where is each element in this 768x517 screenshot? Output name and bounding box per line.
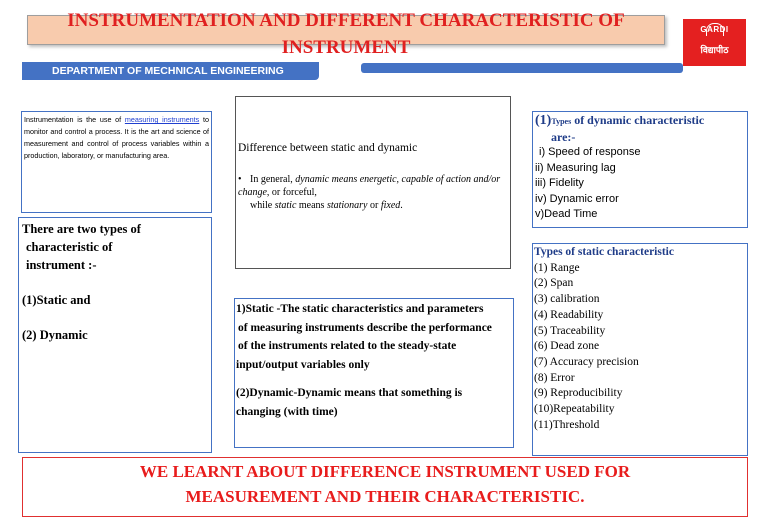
dynamic-title: (1)Types of dynamic characteristic [535,113,705,128]
department-banner: DEPARTMENT OF MECHNICAL ENGINEERING [22,62,319,80]
dynamic-title-line-2: are:- [551,129,576,144]
list-item: (3) calibration [534,293,600,306]
list-item: (6) Dead zone [534,340,600,353]
list-item: v)Dead Time [535,208,598,220]
static-characteristic-panel [532,243,748,456]
title-line-2: INSTRUMENT [281,37,411,58]
static-title: Types of static characteristic [534,246,674,258]
static-dynamic-explanation [234,298,514,448]
list-item: (10)Repeatability [534,403,615,416]
difference-panel [235,96,511,269]
definition-text-end: to monitor and control a process. It is the art and science of measurement and control of process variables within a production, laboratory, or manufacturing area. [24,115,209,160]
types-line-1: There are two types of [22,222,141,236]
university-logo [683,19,746,66]
conclusion-box [22,457,748,517]
list-item: iv) Dynamic error [535,192,619,205]
logo-top-text: GARDI [700,25,729,34]
list-item: (8) Error [534,371,575,384]
bullet-icon: • [238,174,242,185]
types-item-dynamic: (2) Dynamic [22,328,88,342]
difference-heading: Difference between static and dynamic [238,142,418,154]
types-item-static: (1)Static and [22,293,91,307]
types-line-3: instrument :- [26,258,97,272]
list-item: (1) Range [534,261,580,274]
instrumentation-definition [21,111,212,213]
types-of-characteristic-panel [18,217,212,453]
list-item: (11)Threshold [534,418,600,431]
definition-text-start: Instrumentation is the use of [24,115,125,124]
list-item: (4) Readability [534,308,604,321]
static-line-3: of the instruments related to the steady-state [238,340,457,352]
dynamic-line-2: changing (with time) [236,405,338,418]
list-item: i) Speed of response [539,146,641,158]
list-item: iii) Fidelity [535,177,584,189]
dynamic-line-1: (2)Dynamic-Dynamic means that something is [236,387,463,399]
list-item: ii) Measuring lag [535,161,616,174]
list-item: (2) Span [534,277,574,290]
dynamic-characteristic-panel [532,111,748,228]
title-line-1: INSTRUMENTATION AND DIFFERENT CHARACTERISTIC OF [67,10,625,31]
list-item: (7) Accuracy precision [534,355,639,368]
conclusion-line-1: WE LEARNT ABOUT DIFFERENCE INSTRUMENT USED FOR [139,462,631,481]
measuring-instruments-link[interactable]: measuring instruments [124,115,200,124]
static-line-4: input/output variables only [236,358,370,371]
types-line-2: characteristic of [26,240,113,254]
static-line-1: 1)Static -The static characteristics and parameters [236,303,484,315]
list-item: (5) Traceability [534,324,606,337]
conclusion-line-2: MEASUREMENT AND THEIR CHARACTERISTIC. [185,487,585,506]
static-line-2: of measuring instruments describe the performance [238,321,492,334]
list-item: (9) Reproducibility [534,387,623,400]
page-title [27,10,665,58]
decorative-bar [361,63,683,73]
difference-bullet-text: • In general, dynamic means energetic, capable of action and/or change, or forceful, while static means stationary or fixed. [238,174,501,211]
logo-bottom-text: विद्यापीठ [700,45,729,55]
